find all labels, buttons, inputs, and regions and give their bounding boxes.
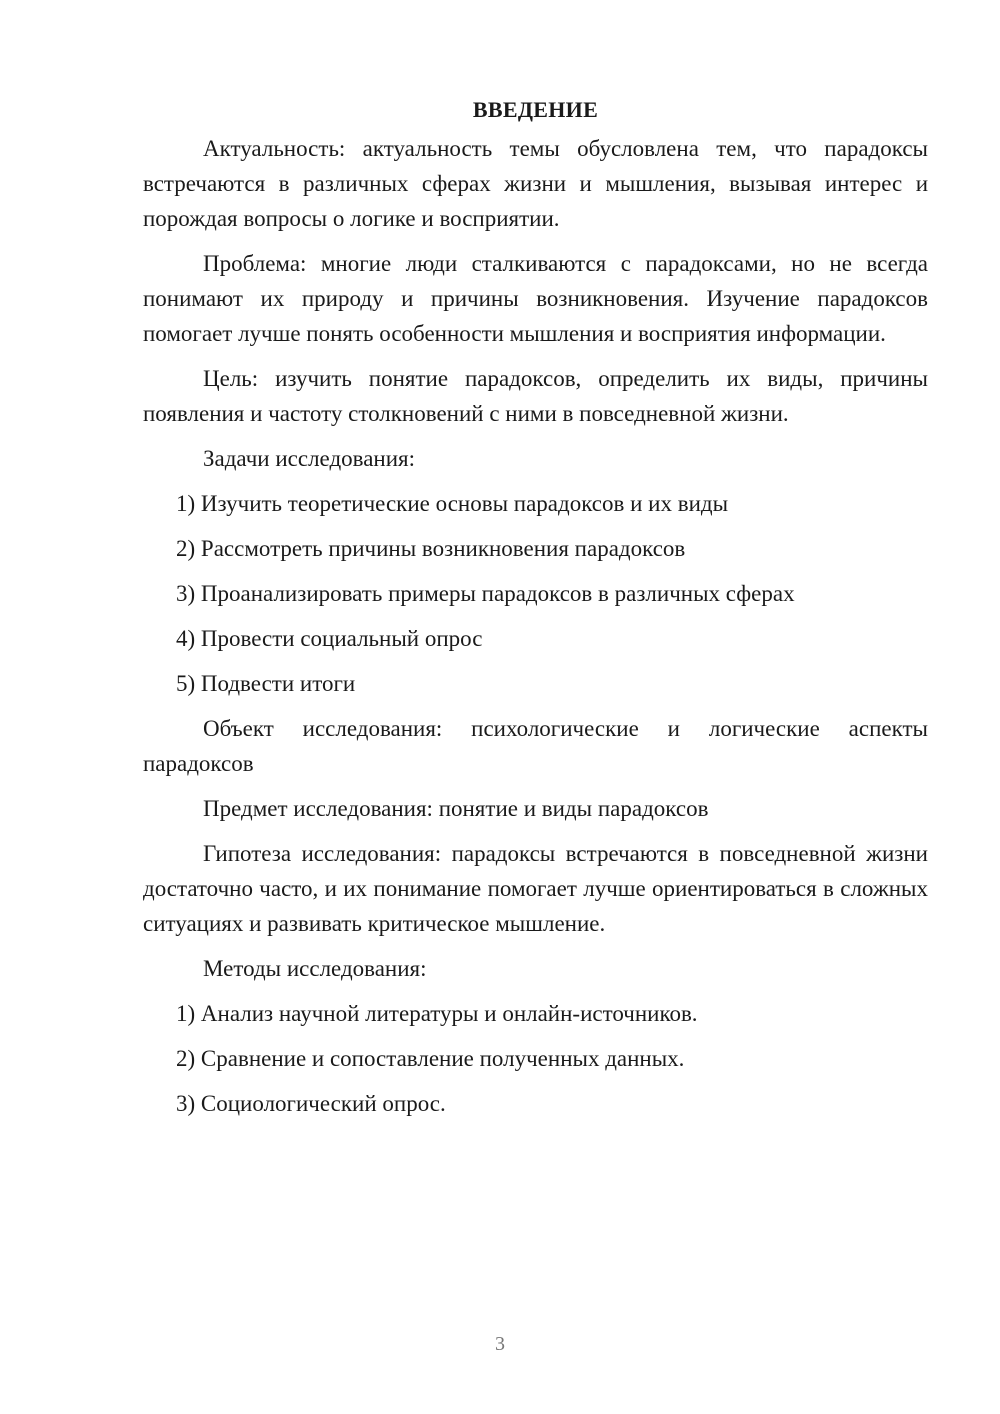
document-page: [143, 92, 928, 1131]
list-item: 1) Изучить теоретические основы парадоксов и их виды: [176, 491, 729, 516]
page-title: ВВЕДЕНИЕ: [472, 97, 599, 122]
list-item: 4) Провести социальный опрос: [176, 626, 483, 651]
tasks-list: [143, 486, 928, 701]
hypothesis-paragraph: Гипотеза исследования: парадоксы встречаются в повседневной жизни достаточно часто, и их понимание помогает лучше ориентироваться в сложных ситуациях и развивать критическое мышление.: [143, 841, 928, 936]
subject-paragraph: Предмет исследования: понятие и виды парадоксов: [203, 796, 709, 821]
relevance-paragraph: Актуальность: актуальность темы обусловлена тем, что парадоксы встречаются в различных сферах жизни и мышления, вызывая интерес и порождая вопросы о логике и восприятии.: [143, 136, 928, 231]
list-item: 2) Сравнение и сопоставление полученных данных.: [176, 1046, 685, 1071]
list-item: 3) Социологический опрос.: [176, 1091, 446, 1116]
object-paragraph: Объект исследования: психологические и логические аспекты парадоксов: [143, 716, 928, 776]
list-item: 5) Подвести итоги: [176, 671, 356, 696]
tasks-heading: Задачи исследования:: [203, 446, 416, 471]
list-item: 2) Рассмотреть причины возникновения парадоксов: [176, 536, 686, 561]
methods-heading: Методы исследования:: [203, 956, 427, 981]
page-number: 3: [495, 1333, 505, 1355]
goal-paragraph: Цель: изучить понятие парадоксов, определить их виды, причины появления и частоту столкновений с ними в повседневной жизни.: [143, 366, 928, 426]
list-item: 3) Проанализировать примеры парадоксов в различных сферах: [176, 581, 795, 606]
list-item: 1) Анализ научной литературы и онлайн-источников.: [176, 1001, 698, 1026]
methods-list: [143, 996, 928, 1121]
problem-paragraph: Проблема: многие люди сталкиваются с парадоксами, но не всегда понимают их природу и причины возникновения. Изучение парадоксов помогает лучше понять особенности мышления и восприятия информации.: [143, 251, 928, 346]
